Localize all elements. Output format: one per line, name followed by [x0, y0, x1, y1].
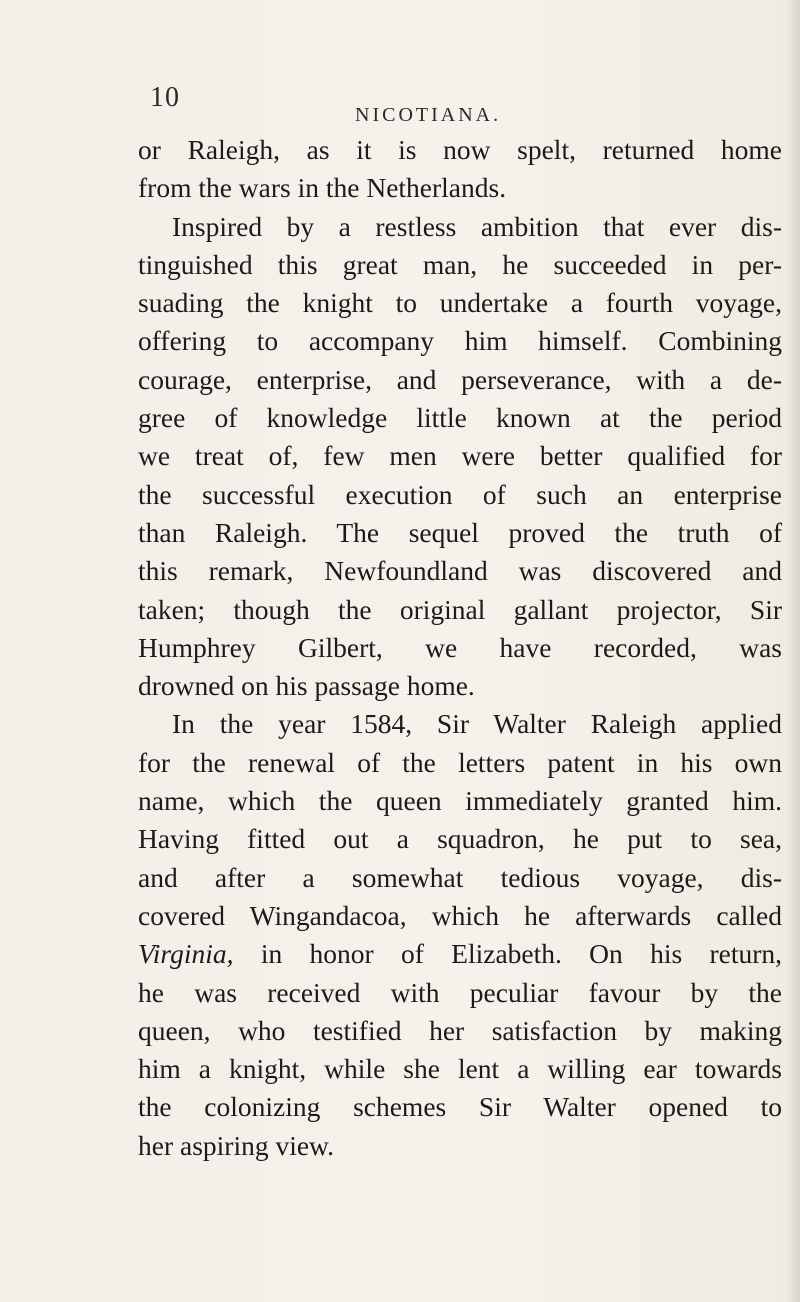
text-line-4: tinguished this great man, he succeeded in per- — [138, 248, 782, 280]
text-line-18: name, which the queen immediately granted him. — [138, 785, 782, 817]
text-line-11: than Raleigh. The sequel proved the truth of — [138, 516, 782, 548]
text-line-10: the successful execution of such an enterprise — [138, 478, 782, 510]
text-line-13: taken; though the original gallant projector, Sir — [138, 593, 782, 625]
text-line-19: Having fitted out a squadron, he put to sea, — [138, 823, 782, 855]
text-line-16: In the year 1584, Sir Walter Raleigh applied — [172, 708, 782, 740]
text-line-8: gree of knowledge little known at the period — [138, 402, 782, 434]
text-line-17: for the renewal of the letters patent in his own — [138, 746, 782, 778]
text-line-22 — [138, 935, 782, 973]
text-line-15: drowned on his passage home. — [138, 670, 475, 702]
text-line-1: or Raleigh, as it is now spelt, returned home — [138, 134, 782, 165]
text-line-20: and after a somewhat tedious voyage, dis- — [138, 861, 782, 893]
text-line-7: courage, enterprise, and perseverance, with a de- — [138, 363, 782, 395]
italic-word-virginia: Virginia, — [138, 938, 234, 970]
text-line-5: suading the knight to undertake a fourth voyage, — [138, 287, 782, 319]
text-line-12: this remark, Newfoundland was discovered and — [138, 555, 782, 587]
page-edge-shadow — [786, 0, 800, 1302]
body-text — [138, 131, 782, 1165]
text-line-14: Humphrey Gilbert, we have recorded, was — [138, 631, 782, 663]
text-line-9: we treat of, few men were better qualified for — [138, 440, 782, 472]
text-line-26: the colonizing schemes Sir Walter opened to — [138, 1091, 782, 1123]
text-line-22-rest: in honor of Elizabeth. On his return, — [260, 938, 783, 970]
running-head: NICOTIANA. — [355, 104, 502, 126]
text-line-27: her aspiring view. — [138, 1129, 335, 1161]
page-number: 10 — [150, 82, 180, 113]
text-line-24: queen, who testified her satisfaction by making — [138, 1014, 782, 1046]
text-line-25: him a knight, while she lent a willing ear towards — [138, 1053, 782, 1085]
text-line-21: covered Wingandacoa, which he afterwards called — [138, 899, 782, 931]
text-line-3: Inspired by a restless ambition that ever dis- — [172, 210, 782, 242]
text-line-23: he was received with peculiar favour by the — [138, 976, 782, 1008]
text-line-6: offering to accompany him himself. Combining — [138, 325, 782, 357]
text-line-2: from the wars in the Netherlands. — [138, 172, 507, 204]
